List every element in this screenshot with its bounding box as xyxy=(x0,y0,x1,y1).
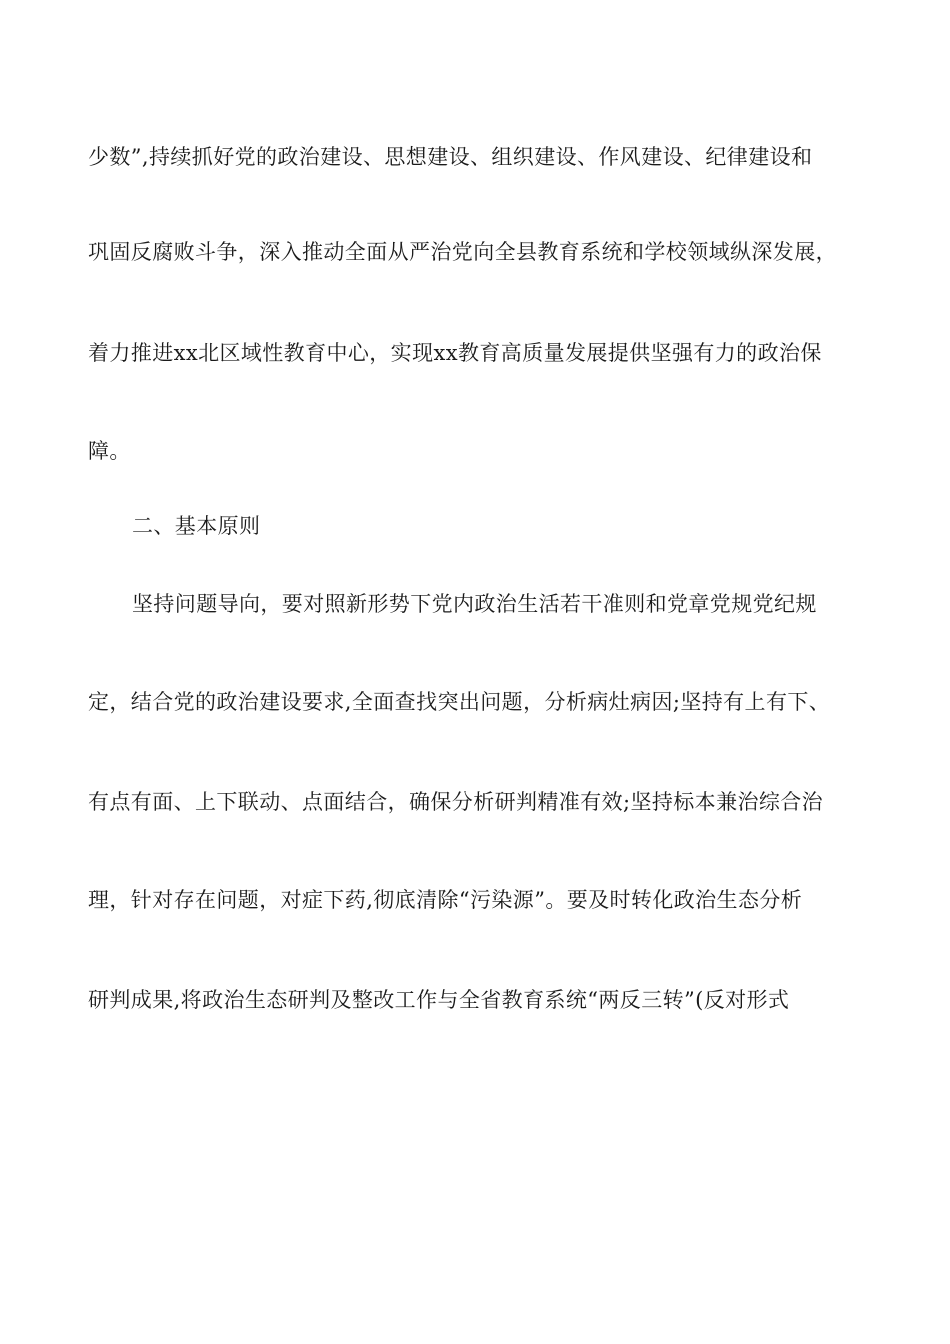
section-heading: 二、基本原则 xyxy=(132,514,261,538)
paragraph-2-line-4: 理，针对存在问题，对症下药,彻底清除“污染源”。要及时转化政治生态分析 xyxy=(88,888,803,912)
paragraph-1-line-1: 少数”,持续抓好党的政治建设、思想建设、组织建设、作风建设、纪律建设和 xyxy=(88,145,813,169)
paragraph-2-line-2: 定，结合党的政治建设要求,全面查找突出问题，分析病灶病因;坚持有上有下、 xyxy=(88,690,831,714)
paragraph-1-line-4: 障。 xyxy=(88,439,131,463)
paragraph-2-line-1: 坚持问题导向，要对照新形势下党内政治生活若干准则和党章党规党纪规 xyxy=(132,592,817,616)
paragraph-1-line-2: 巩固反腐败斗争，深入推动全面从严治党向全县教育系统和学校领域纵深发展， xyxy=(88,240,837,264)
paragraph-1-line-3: 着力推进xx北区域性教育中心，实现xx教育高质量发展提供坚强有力的政治保 xyxy=(88,341,822,365)
paragraph-2-line-5: 研判成果,将政治生态研判及整改工作与全省教育系统“两反三转”(反对形式 xyxy=(88,988,790,1012)
paragraph-2-line-3: 有点有面、上下联动、点面结合，确保分析研判精准有效;坚持标本兼治综合治 xyxy=(88,790,824,814)
